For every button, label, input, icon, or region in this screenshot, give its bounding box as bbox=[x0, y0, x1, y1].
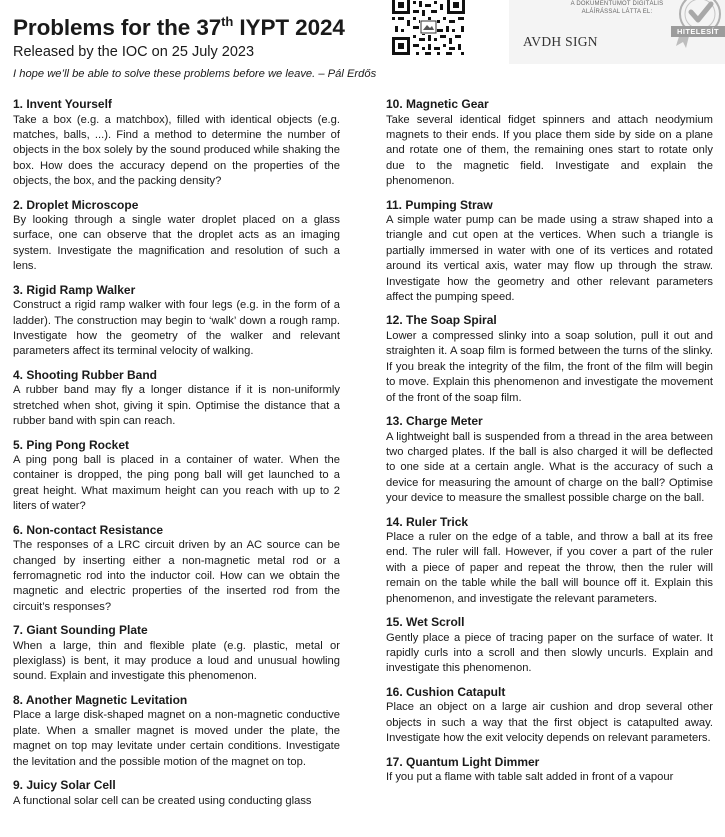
problem-item bbox=[386, 198, 713, 306]
problem-title: 10. Magnetic Gear bbox=[386, 97, 489, 111]
problem-title: 11. Pumping Straw bbox=[386, 197, 493, 212]
problem-title: 14. Ruler Trick bbox=[386, 514, 469, 529]
epigraph-quote: I hope we’ll be able to solve these problems before we leave. – Pál Erdős bbox=[13, 68, 377, 80]
problem-title: 7. Giant Sounding Plate bbox=[13, 623, 148, 638]
problem-title: 15. Wet Scroll bbox=[386, 615, 465, 630]
problems-column-left bbox=[13, 97, 340, 817]
problem-item bbox=[13, 97, 340, 190]
problem-item bbox=[13, 438, 340, 515]
problem-description: Place an object on a large air cushion and drop several other objects in such a way that the first object is catapulted away. Investigate how the exit velocity depends on relevant parameters. bbox=[386, 701, 713, 745]
problem-title: 9. Juicy Solar Cell bbox=[13, 778, 116, 792]
title-suffix: IYPT 2024 bbox=[233, 15, 345, 40]
problem-title: 8. Another Magnetic Levitation bbox=[13, 692, 188, 707]
problem-description: Place a large disk-shaped magnet on a non-magnetic conductive plate. When a smaller magnet is moved under the plate, the magnet on top may levitate under certain conditions. Investigate the levitation and the possible motion of the magnet on top. bbox=[13, 709, 340, 768]
problem-item bbox=[386, 313, 713, 406]
problem-item bbox=[386, 515, 713, 608]
problem-item bbox=[13, 198, 340, 275]
release-subtitle: Released by the IOC on 25 July 2023 bbox=[13, 44, 255, 60]
authenticity-seal-icon bbox=[671, 0, 725, 50]
problem-title: 12. The Soap Spiral bbox=[386, 313, 497, 328]
problem-description: A functional solar cell can be created using conducting glass bbox=[13, 794, 312, 807]
problem-title: 17. Quantum Light Dimmer bbox=[386, 754, 540, 769]
problem-item bbox=[13, 523, 340, 616]
problem-title: 4. Shooting Rubber Band bbox=[13, 367, 157, 382]
problem-item bbox=[386, 685, 713, 747]
problem-description: The responses of a LRC circuit driven by an AC source can be changed by inserting either a non-magnetic metal rod or a ferromagnetic rod into the inductor coil. How can we obtain the magnetic and electric properties of the inserted rod from the circuit’s responses? bbox=[13, 539, 340, 613]
authentication-badge: HITELESÍT bbox=[671, 26, 725, 37]
problem-description: By looking through a single water droplet placed on a glass surface, one can observe that the droplet acts as an imaging system. Investigate the magnification and resolution of such a lens. bbox=[13, 214, 340, 273]
document-title bbox=[13, 14, 345, 41]
problem-description: A rubber band may fly a longer distance if it is non-uniformly stretched when shot, giving it spin. Optimise the distance that a rubber band with spin can reach. bbox=[13, 384, 340, 428]
problem-title: 3. Rigid Ramp Walker bbox=[13, 282, 136, 297]
problem-description: Lower a compressed slinky into a soap solution, pull it out and straighten it. A soap film is formed between the turns of the slinky. If you break the integrity of the film, the front of the film will begin to move. Explain this phenomenon and investigate the movement of the front of the soap film. bbox=[386, 329, 713, 404]
problem-description: A simple water pump can be made using a straw shaped into a triangle and cut open at the vertices. When such a triangle is partially immersed in water with one of its vertices and rotated around its vertical axis, water may flow up through the straw. Investigate how the geometry and other relevant parameters affect the pumping speed. bbox=[386, 214, 713, 304]
problem-title: 2. Droplet Microscope bbox=[13, 197, 139, 212]
problem-item bbox=[13, 283, 340, 360]
problem-title: 1. Invent Yourself bbox=[13, 97, 112, 111]
qr-code bbox=[390, 0, 467, 57]
problem-description: When a large, thin and flexible plate (e.g. plastic, metal or plexiglass) is bent, it may produce a loud and unusual howling sound. Explain and investigate this phenomenon. bbox=[13, 639, 340, 683]
problem-title: 13. Charge Meter bbox=[386, 414, 483, 428]
problem-description: If you put a flame with table salt added in front of a vapour bbox=[386, 771, 674, 783]
problem-description: Gently place a piece of tracing paper on the surface of water. It rapidly curls into a scroll and then slowly uncurls. Explain and investigate this phenomenon. bbox=[386, 631, 713, 675]
signer-name: AVDH SIGN bbox=[523, 34, 598, 49]
problem-description: Place a ruler on the edge of a table, and throw a ball at its free end. The ruler will fall. However, if you cover a part of the ruler with a piece of paper and repeat the throw, then the ruler will remain on the table while the ball will bounce off it. Explain this phenomenon, and investigate the relevant parameters. bbox=[386, 531, 713, 605]
problem-item bbox=[386, 97, 713, 190]
problem-item bbox=[13, 693, 340, 770]
problem-item bbox=[13, 368, 340, 430]
problem-description: A lightweight ball is suspended from a thread in the area between two charged plates. If the ball is also charged it will be deflected to one side at a certain angle. What is the accuracy of such a device for measuring the amount of charge on the ball? Optimise your device to measure the smallest possible charge on the ball. bbox=[386, 430, 713, 505]
problem-description: A ping pong ball is placed in a container of water. When the container is dropped, the ping pong ball will get launched to a great height. What maximum height can you reach with up to 2 liters of water? bbox=[13, 454, 340, 513]
problem-description: Take several identical fidget spinners and attach neodymium magnets to their ends. If you place them side by side on a plane and rotate one of them, the remaining ones start to rotate only due to the magnetic field. Investigate and explain the phenomenon. bbox=[386, 113, 713, 188]
problem-item bbox=[13, 778, 340, 809]
problem-title: 16. Cushion Catapult bbox=[386, 684, 506, 699]
problem-item bbox=[386, 755, 713, 786]
stamp-caption-line2: ALÁÍRÁSSAL LÁTTA EL: bbox=[581, 9, 653, 15]
title-prefix: Problems for the 37 bbox=[13, 15, 222, 40]
digital-signature-stamp bbox=[509, 0, 725, 64]
problem-item bbox=[386, 615, 713, 677]
problem-description: Construct a rigid ramp walker with four legs (e.g. in the form of a ladder). The construction may begin to ‘walk’ down a rough ramp. Investigate how the geometry of the walker and relevant parameters affect its terminal velocity of walking. bbox=[13, 299, 340, 358]
problem-title: 6. Non-contact Resistance bbox=[13, 522, 164, 537]
problem-item bbox=[13, 623, 340, 685]
problems-column-right bbox=[386, 97, 713, 793]
problem-item bbox=[386, 414, 713, 507]
title-superscript: th bbox=[221, 14, 234, 29]
problem-description: Take a box (e.g. a matchbox), filled with identical objects (e.g. matches, balls, ...). Find a method to determine the number of objects in the box solely by the sound produced while shaking the box. How does the accuracy depend on the properties of the objects, the box, and the packing density? bbox=[13, 113, 340, 188]
stamp-caption-line1: A DOKUMENTUMOT DIGITÁLIS bbox=[570, 1, 664, 7]
problem-title: 5. Ping Pong Rocket bbox=[13, 437, 130, 452]
